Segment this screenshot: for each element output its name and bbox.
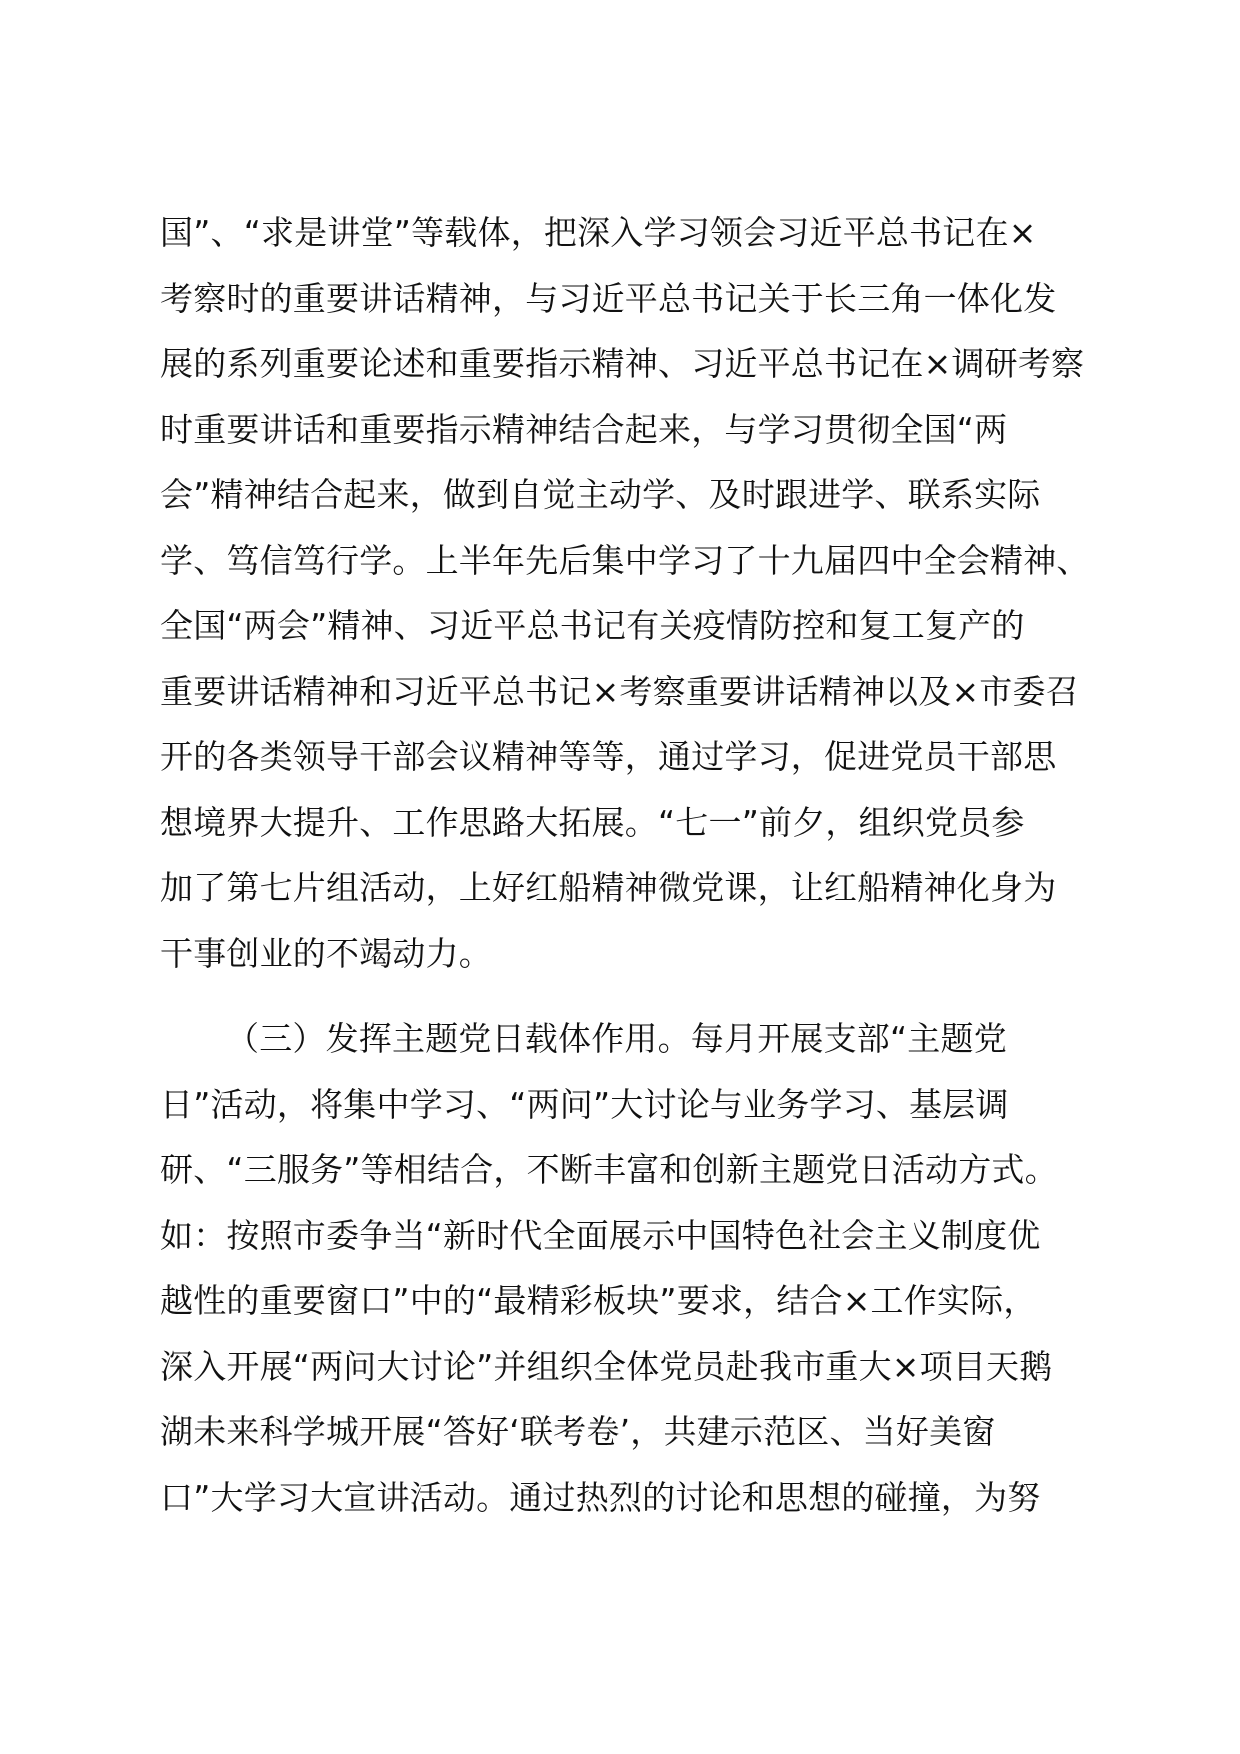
text-line: 重要讲话精神和习近平总书记×考察重要讲话精神以及×市委召	[160, 671, 1079, 711]
text-line: 加了第七片组活动，上好红船精神微党课，让红船精神化身为	[160, 868, 1057, 907]
text-line: 时重要讲话和重要指示精神结合起来，与学习贯彻全国“两	[160, 409, 1008, 449]
text-line: 干事创业的不竭动力。	[160, 933, 492, 973]
text-line: 展的系列重要论述和重要指示精神、习近平总书记在×调研考察	[160, 344, 1085, 383]
text-line: 全国“两会”精神、习近平总书记有关疫情防控和复工复产的	[160, 606, 1025, 645]
text-line: 开的各类领导干部会议精神等等，通过学习，促进党员干部思	[160, 737, 1057, 776]
paragraph-continued	[160, 200, 1120, 986]
text-line: 会”精神结合起来，做到自觉主动学、及时跟进学、联系实际	[160, 475, 1041, 514]
text-line: 越性的重要窗口”中的“最精彩板块”要求，结合×工作实际，	[160, 1281, 1037, 1320]
paragraph-gap	[160, 986, 1120, 1006]
text-line: 口”大学习大宣讲活动。通过热烈的讨论和思想的碰撞，为努	[160, 1477, 1041, 1517]
text-line: 研、“三服务”等相结合，不断丰富和创新主题党日活动方式。	[160, 1150, 1058, 1189]
section-heading-line: （三）发挥主题党日载体作用。每月开展支部“主题党	[226, 1019, 1007, 1058]
text-line: 学、笃信笃行学。上半年先后集中学习了十九届四中全会精神、	[160, 540, 1090, 580]
body-text	[160, 200, 1120, 1530]
text-line: 国”、“求是讲堂”等载体，把深入学习领会习近平总书记在×	[160, 213, 1037, 252]
text-line: 考察时的重要讲话精神，与习近平总书记关于长三角一体化发	[160, 278, 1057, 318]
text-line: 日”活动，将集中学习、“两问”大讨论与业务学习、基层调	[160, 1084, 1009, 1124]
text-line: 深入开展“两问大讨论”并组织全体党员赴我市重大×项目天鹅	[160, 1346, 1053, 1386]
text-line: 湖未来科学城开展“答好‘联考卷’，共建示范区、当好美窗	[160, 1412, 996, 1451]
text-line: 如：按照市委争当“新时代全面展示中国特色社会主义制度优	[160, 1215, 1041, 1255]
paragraph-section-three	[160, 1006, 1120, 1530]
text-line: 想境界大提升、工作思路大拓展。“七一”前夕，组织党员参	[160, 802, 1025, 842]
